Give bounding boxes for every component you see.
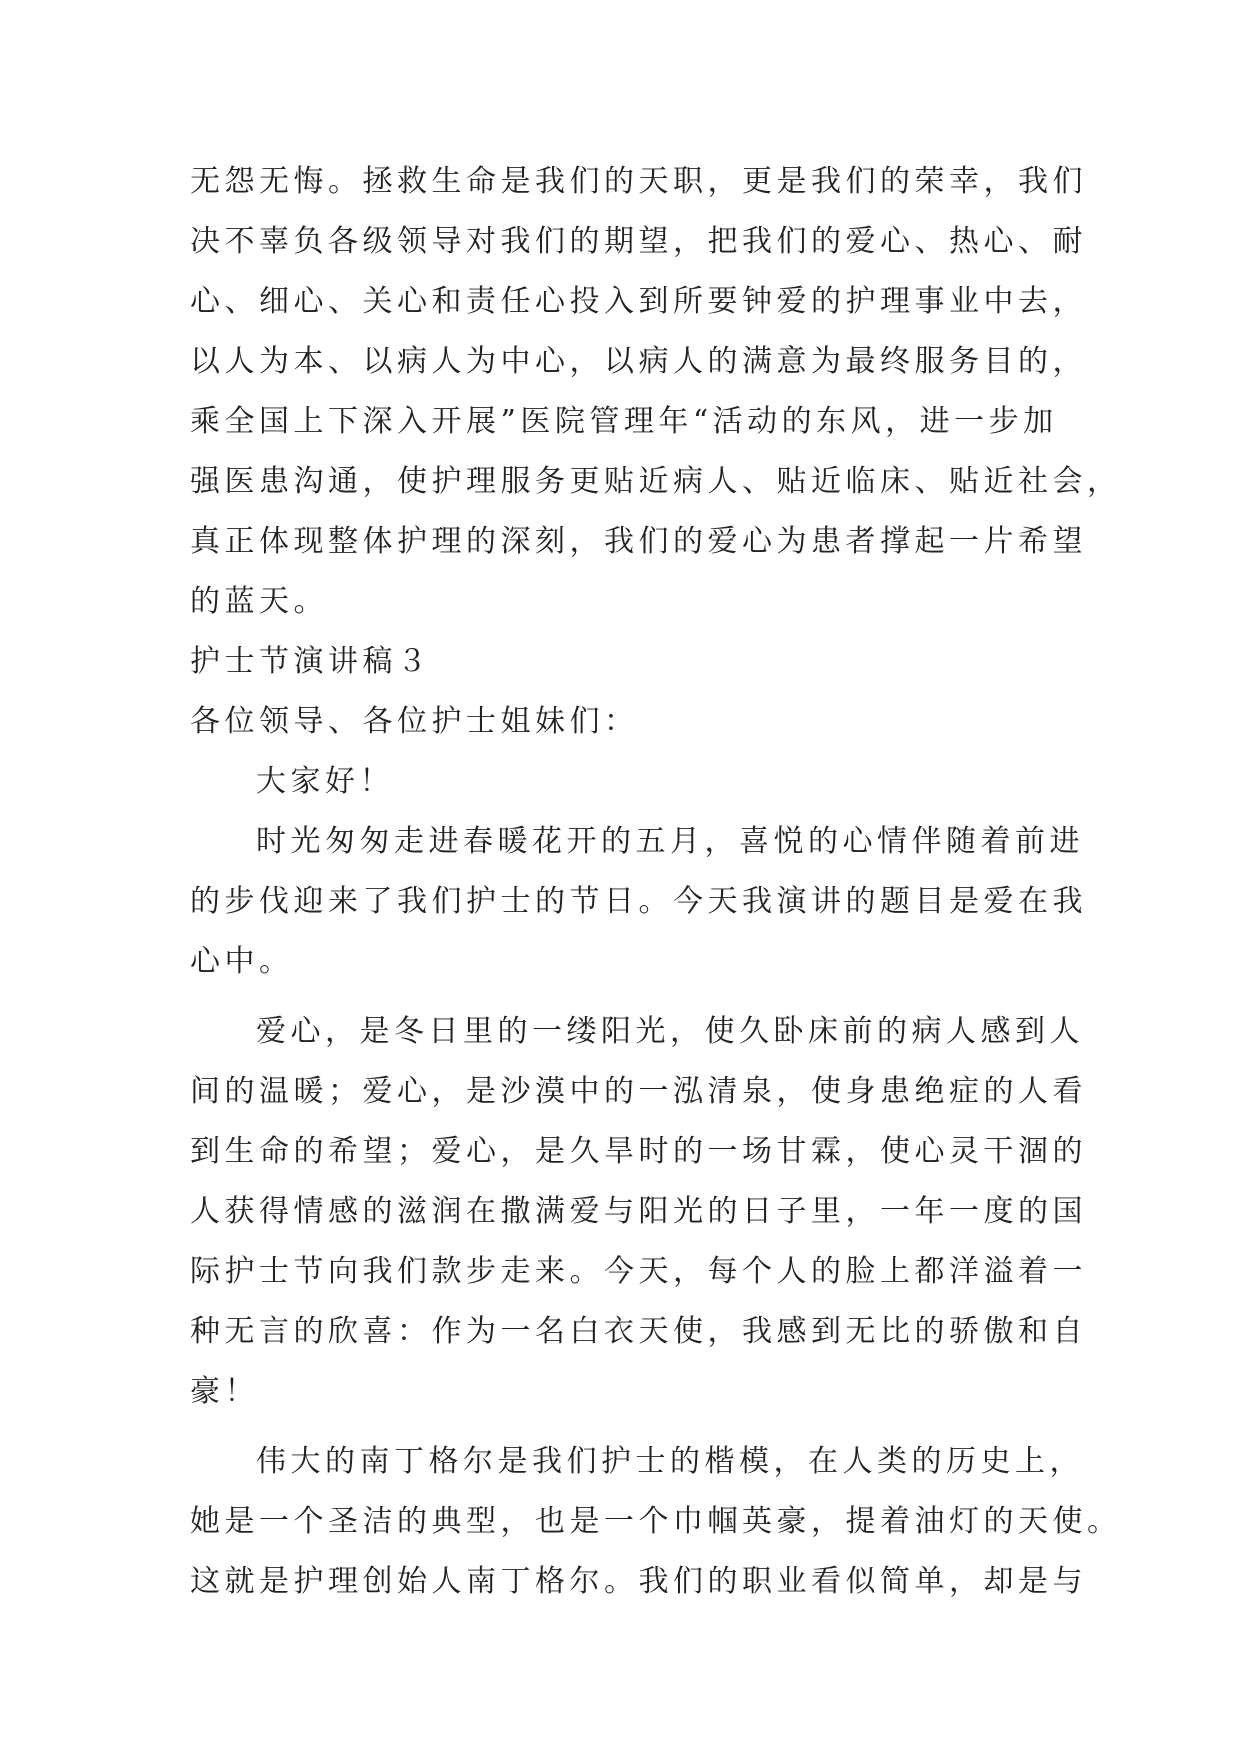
greeting: 大家好！ xyxy=(256,764,394,799)
text-line: 心中。 xyxy=(190,944,294,979)
text-line: 到生命的希望；爱心，是久旱时的一场甘霖，使心灵干涸的 xyxy=(190,1134,1087,1169)
text-line: 种无言的欣喜：作为一名白衣天使，我感到无比的骄傲和自 xyxy=(190,1314,1087,1349)
text-line: 的蓝天。 xyxy=(190,584,328,619)
text-line: 的步伐迎来了我们护士的节日。今天我演讲的题目是爱在我 xyxy=(190,884,1087,919)
text-line: 间的温暖；爱心，是沙漠中的一泓清泉，使身患绝症的人看 xyxy=(190,1074,1087,1109)
text-line: 时光匆匆走进春暖花开的五月，喜悦的心情伴随着前进 xyxy=(256,824,1084,859)
text-line: 豪！ xyxy=(190,1374,259,1409)
document-body xyxy=(190,152,1122,1612)
text-line: 乘全国上下深入开展”医院管理年“活动的东风，进一步加 xyxy=(190,404,1058,439)
text-line: 心、细心、关心和责任心投入到所要钟爱的护理事业中去， xyxy=(190,284,1087,319)
text-line: 这就是护理创始人南丁格尔。我们的职业看似简单，却是与 xyxy=(190,1564,1087,1599)
text-line: 她是一个圣洁的典型，也是一个巾帼英豪，提着油灯的天使。 xyxy=(190,1504,1122,1539)
text-line: 爱心，是冬日里的一缕阳光，使久卧床前的病人感到人 xyxy=(256,1014,1084,1049)
section-title: 护士节演讲稿３ xyxy=(190,644,432,679)
text-line: 无怨无悔。拯救生命是我们的天职，更是我们的荣幸，我们 xyxy=(190,164,1087,199)
text-line: 伟大的南丁格尔是我们护士的楷模，在人类的历史上， xyxy=(256,1444,1084,1479)
text-line: 以人为本、以病人为中心，以病人的满意为最终服务目的， xyxy=(190,344,1087,379)
text-line: 强医患沟通，使护理服务更贴近病人、贴近临床、贴近社会， xyxy=(190,464,1122,499)
text-line: 决不辜负各级领导对我们的期望，把我们的爱心、热心、耐 xyxy=(190,224,1087,259)
text-line: 际护士节向我们款步走来。今天，每个人的脸上都洋溢着一 xyxy=(190,1254,1087,1289)
text-line: 真正体现整体护理的深刻，我们的爱心为患者撑起一片希望 xyxy=(190,524,1087,559)
text-line: 人获得情感的滋润在撒满爱与阳光的日子里，一年一度的国 xyxy=(190,1194,1087,1229)
salutation: 各位领导、各位护士姐妹们： xyxy=(190,704,639,739)
